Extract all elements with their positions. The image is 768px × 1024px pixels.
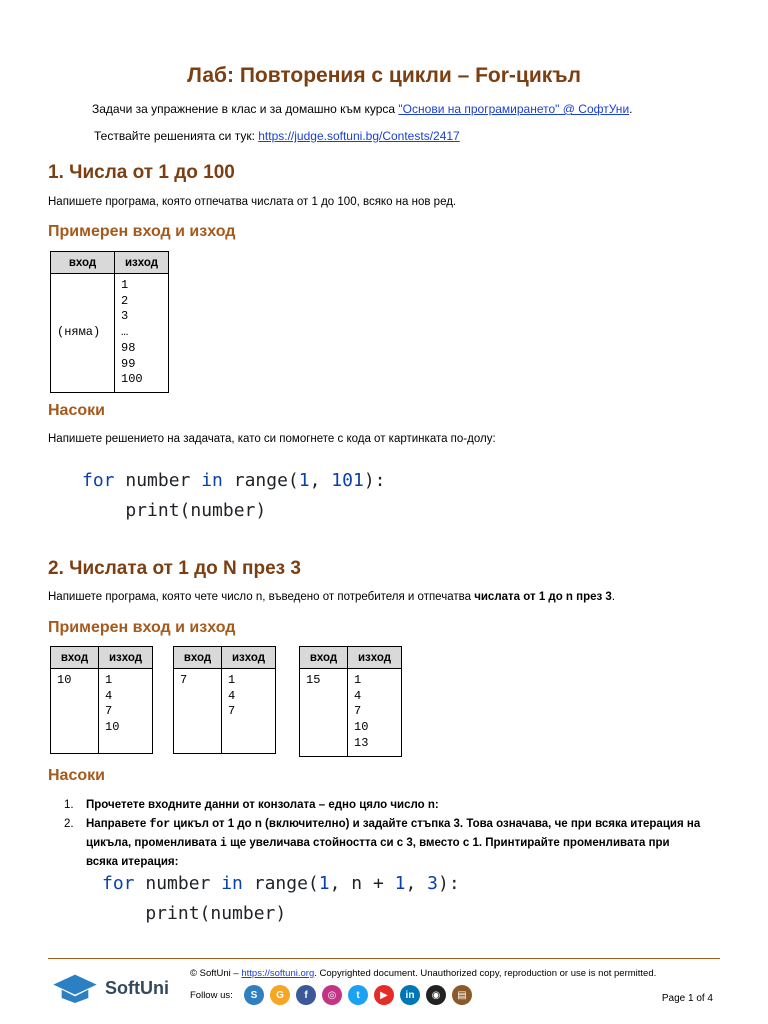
step-text: Прочетете входните данни от конзолата – [86, 799, 329, 811]
step-text: (включително) и задайте стъпка 3. Това означава, че при всяка итерация на цикъла, променливата [86, 818, 701, 849]
page-title: Лаб: Повторения с цикли – For-цикъл [187, 64, 581, 87]
code-keyword: in [201, 470, 223, 491]
step-text: Направете [86, 818, 150, 830]
youtube-icon[interactable]: ▶ [374, 985, 394, 1005]
instagram-icon[interactable]: ◎ [322, 985, 342, 1005]
copyright-text [190, 968, 656, 979]
softuni-global-icon[interactable]: G [270, 985, 290, 1005]
list-item [64, 796, 704, 815]
judge-link[interactable]: https://judge.softuni.bg/Contests/2417 [258, 129, 460, 143]
code-keyword: in [221, 873, 243, 894]
code-text: , [405, 873, 428, 894]
section-1-hints-heading: Насоки [48, 402, 105, 419]
col-input-header: вход [51, 647, 99, 669]
section-2-text-a: Напишете програма, която чете число n, въведено от потребителя и отпечатва [48, 591, 475, 603]
col-input-header: вход [51, 252, 115, 274]
col-input-header: вход [300, 647, 348, 669]
linkedin-icon[interactable]: in [400, 985, 420, 1005]
col-output-header: изход [348, 647, 402, 669]
softuni-logo-icon [50, 968, 100, 1008]
code-snippet-2 [102, 869, 460, 929]
section-1-text: Напишете програма, която отпечатва числата от 1 до 100, всяко на нов ред. [48, 196, 457, 208]
logo-text: SoftUni [105, 978, 169, 998]
follow-us-label: Follow us: [190, 990, 233, 1001]
softuni-icon[interactable]: S [244, 985, 264, 1005]
course-link[interactable]: "Основи на програмирането" @ СофтУни [398, 102, 630, 116]
input-cell: 15 [300, 669, 348, 757]
code-number: 1 [318, 873, 330, 894]
list-number: 1. [64, 799, 74, 811]
section-2-text [48, 591, 615, 603]
footer-divider [48, 958, 720, 959]
step-text-bold: цикъл от 1 до n [170, 818, 262, 830]
col-output-header: изход [115, 252, 169, 274]
copyright-suffix: . Copyrighted document. Unauthorized copy, reproduction or use is not permitted. [314, 968, 657, 979]
code-text: , n + [329, 873, 395, 894]
output-cell: 1 4 7 10 [99, 669, 153, 754]
example-table-2c [299, 646, 402, 757]
input-cell: 10 [51, 669, 99, 754]
step-text-bold: едно цяло число n: [328, 799, 439, 811]
judge-label: Тествайте решенията си тук: [94, 129, 259, 143]
section-1-example-heading: Примерен вход и изход [48, 223, 236, 240]
code-text: range( [242, 873, 319, 894]
step-text: ще увеличава стойността си с 3, вместо с 1. Принтирайте променливата при всяка итерация: [86, 837, 670, 868]
facebook-icon[interactable]: f [296, 985, 316, 1005]
code-text: , [309, 470, 332, 491]
code-keyword: for [102, 873, 135, 894]
page-number: Page 1 of 4 [661, 993, 713, 1004]
code-number: 101 [331, 470, 364, 491]
example-table-2a [50, 646, 153, 754]
softuni-org-link[interactable]: https://softuni.org [241, 968, 315, 979]
code-keyword: for [82, 470, 115, 491]
code-number: 1 [394, 873, 406, 894]
section-1-heading: 1. Числа от 1 до 100 [48, 162, 235, 183]
output-cell: 1 4 7 [222, 669, 276, 754]
section-2-text-c: . [611, 591, 616, 603]
code-line-2: print(number) [102, 903, 287, 924]
code-text: ): [363, 470, 386, 491]
blog-icon[interactable]: ▤ [452, 985, 472, 1005]
example-table-2b [173, 646, 276, 754]
code-line-2: print(number) [82, 500, 267, 521]
code-text: number [114, 470, 202, 491]
output-cell: 1 4 7 10 13 [348, 669, 402, 757]
intro-suffix: . [629, 102, 633, 116]
code-number: 1 [298, 470, 310, 491]
code-number: 3 [427, 873, 439, 894]
twitter-icon[interactable]: t [348, 985, 368, 1005]
section-2-hints-heading: Насоки [48, 767, 105, 784]
list-number: 2. [64, 818, 74, 830]
copyright-prefix: © SoftUni – [190, 968, 242, 979]
intro-line-1 [92, 102, 632, 116]
code-text: range( [222, 470, 299, 491]
hints-list [64, 796, 704, 872]
section-2-text-b: числата от 1 до n през 3 [474, 591, 612, 603]
list-item [64, 815, 704, 872]
input-cell: (няма) [51, 274, 115, 393]
col-output-header: изход [99, 647, 153, 669]
code-text: ): [438, 873, 460, 894]
output-cell: 1 2 3 … 98 99 100 [115, 274, 169, 393]
step-code: for [149, 818, 171, 831]
example-table-1 [50, 251, 169, 393]
code-snippet-1 [82, 466, 386, 526]
input-cell: 7 [174, 669, 222, 754]
github-icon[interactable]: ◉ [426, 985, 446, 1005]
intro-text: Задачи за упражнение в клас и за домашно към курса [92, 102, 399, 116]
section-1-hints-text: Напишете решението на задачата, като си помогнете с кода от картинката по-долу: [48, 433, 496, 445]
code-text: number [134, 873, 222, 894]
col-output-header: изход [222, 647, 276, 669]
intro-line-2 [94, 129, 460, 143]
col-input-header: вход [174, 647, 222, 669]
section-2-example-heading: Примерен вход и изход [48, 619, 236, 636]
step-code: i [219, 837, 227, 850]
social-icons [244, 985, 472, 1005]
section-2-heading: 2. Числата от 1 до N през 3 [48, 558, 301, 579]
